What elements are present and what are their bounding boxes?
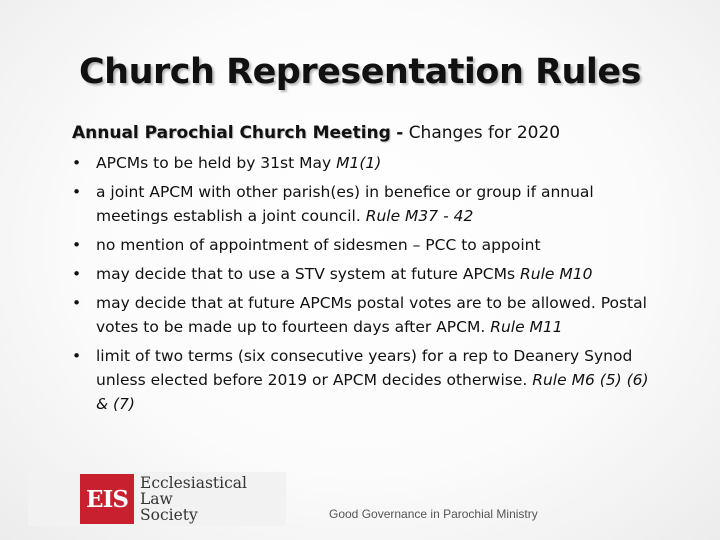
list-item — [72, 344, 662, 416]
bullet-text: a joint APCM with other parish(es) in benefice or group if annual meetings establish a joint council. — [96, 183, 594, 225]
footer-text: Good Governance in Parochial Ministry — [329, 507, 538, 521]
list-item — [72, 180, 662, 228]
list-item — [72, 262, 662, 286]
rule-reference: Rule M10 — [520, 265, 593, 283]
logo-line: Society — [140, 506, 198, 524]
logo-line: Ecclesiastical — [140, 474, 247, 492]
bullet-icon: • — [72, 265, 82, 283]
subheading-changes: Changes for 2020 — [408, 123, 561, 143]
els-logo-mark: EIS — [80, 474, 134, 524]
bullet-icon: • — [72, 294, 82, 312]
bullet-text: APCMs to be held by 31st May — [96, 154, 337, 172]
list-item — [72, 291, 662, 339]
rule-reference: Rule M37 - 42 — [365, 207, 474, 225]
bullet-icon: • — [72, 347, 82, 365]
bullet-icon: • — [72, 183, 82, 201]
list-item — [72, 151, 662, 175]
subheading — [72, 123, 560, 143]
bullet-text: may decide that at future APCMs postal votes are to be allowed. Postal votes to be made up to fourteen days after APCM. — [96, 294, 647, 336]
ecclesiastical-law-society-logo — [28, 472, 286, 526]
subheading-meeting: Annual Parochial Church Meeting — [72, 123, 391, 143]
list-item — [72, 233, 662, 257]
bullet-list — [72, 151, 662, 421]
bullet-text: may decide that to use a STV system at future APCMs — [96, 265, 521, 283]
logo-line: Law — [140, 490, 173, 508]
rule-reference: Rule M6 (5) (6) & (7) — [96, 371, 649, 413]
bullet-text: no mention of appointment of sidesmen – PCC to appoint — [96, 236, 541, 254]
subheading-separator: - — [396, 123, 404, 143]
bullet-icon: • — [72, 154, 82, 172]
rule-reference: Rule M11 — [490, 318, 563, 336]
slide-title: Church Representation Rules — [78, 52, 642, 92]
bullet-text: limit of two terms (six consecutive years) for a rep to Deanery Synod unless elected before 2019 or APCM decides otherwise. — [96, 347, 633, 389]
bullet-icon: • — [72, 236, 82, 254]
logo-wordmark — [140, 475, 247, 523]
rule-reference: M1(1) — [336, 154, 382, 172]
